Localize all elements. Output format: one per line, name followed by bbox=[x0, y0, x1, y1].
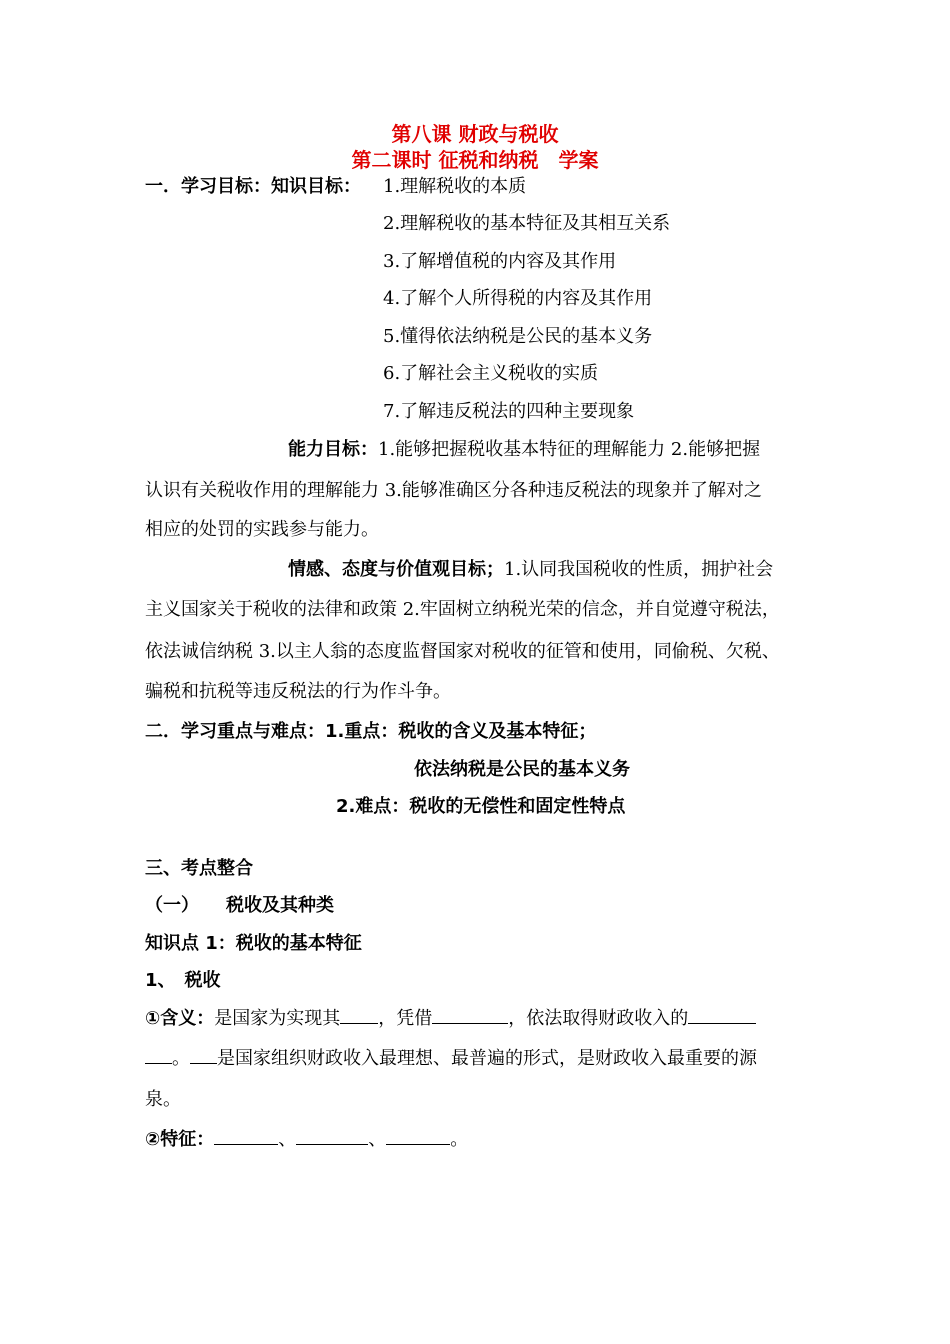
knowledge-item: 3.了解增值税的内容及其作用 bbox=[383, 251, 617, 272]
ability-goals-row bbox=[288, 438, 760, 462]
emotion-text: 骗税和抗税等违反税法的行为作斗争。 bbox=[145, 681, 451, 702]
definition-line: 泉。 bbox=[145, 1089, 181, 1110]
lesson-subtitle: 第二课时 征税和纳税 学案 bbox=[351, 148, 599, 172]
fill-blank[interactable] bbox=[340, 1007, 378, 1024]
knowledge-item: 4.了解个人所得税的内容及其作用 bbox=[383, 288, 653, 309]
emotion-text: 1.认同我国税收的性质，拥护社会 bbox=[504, 559, 774, 580]
emotion-goals-row bbox=[288, 558, 773, 582]
knowledge-item: 1.理解税收的本质 bbox=[383, 176, 527, 197]
difficult-points-line: 2.难点：税收的无偿性和固定性特点 bbox=[336, 796, 626, 817]
knowledge-goals-label: 知识目标： bbox=[271, 176, 361, 197]
emotion-goals-label: 情感、态度与价值观目标； bbox=[288, 559, 504, 580]
knowledge-point-heading: 知识点 1：税收的基本特征 bbox=[145, 933, 362, 954]
definition-line: ①含义：是国家为实现其 ，凭借 ，依法取得财政收入的 bbox=[145, 1007, 756, 1031]
ability-text: 认识有关税收作用的理解能力 3.能够准确区分各种违反税法的现象并了解对之 bbox=[145, 480, 762, 501]
learning-goals-heading: 一．学习目标： bbox=[145, 176, 271, 197]
ability-text: 1.能够把握税收基本特征的理解能力 2.能够把握 bbox=[378, 439, 761, 460]
knowledge-item: 5.懂得依法纳税是公民的基本义务 bbox=[383, 326, 653, 347]
emotion-text: 依法诚信纳税 3.以主人翁的态度监督国家对税收的征管和使用，同偷税、欠税、 bbox=[145, 641, 780, 662]
fill-blank[interactable] bbox=[190, 1047, 217, 1064]
features-line: ②特征： 、 、 。 bbox=[145, 1129, 469, 1150]
fill-blank[interactable] bbox=[145, 1047, 172, 1064]
fill-blank[interactable] bbox=[386, 1128, 450, 1145]
fill-blank[interactable] bbox=[688, 1007, 756, 1024]
lesson-title: 第八课 财政与税收 bbox=[391, 122, 559, 146]
knowledge-item: 7.了解违反税法的四种主要现象 bbox=[383, 401, 635, 422]
ability-goals-label: 能力目标： bbox=[288, 439, 378, 460]
emotion-text: 主义国家关于税收的法律和政策 2.牢固树立纳税光荣的信念，并自觉遵守税法， bbox=[145, 599, 780, 620]
fill-blank[interactable] bbox=[432, 1007, 508, 1024]
subsection-heading: （一） 税收及其种类 bbox=[145, 895, 334, 916]
learning-goals-row bbox=[145, 175, 361, 199]
fill-blank[interactable] bbox=[214, 1128, 278, 1145]
key-points-line: 二．学习重点与难点：1.重点：税收的含义及基本特征； bbox=[145, 721, 597, 742]
knowledge-item: 6.了解社会主义税收的实质 bbox=[383, 363, 599, 384]
ability-text: 相应的处罚的实践参与能力。 bbox=[145, 519, 379, 540]
knowledge-item: 2.理解税收的基本特征及其相互关系 bbox=[383, 213, 671, 234]
item-heading: 1、 税收 bbox=[145, 970, 221, 991]
section-heading: 三、考点整合 bbox=[145, 858, 253, 879]
definition-label: ①含义： bbox=[145, 1008, 215, 1029]
features-label: ②特征： bbox=[145, 1129, 215, 1150]
fill-blank[interactable] bbox=[296, 1128, 368, 1145]
key-points-line: 依法纳税是公民的基本义务 bbox=[414, 759, 630, 780]
definition-line: 。 是国家组织财政收入最理想、最普遍的形式，是财政收入最重要的源 bbox=[145, 1047, 757, 1071]
